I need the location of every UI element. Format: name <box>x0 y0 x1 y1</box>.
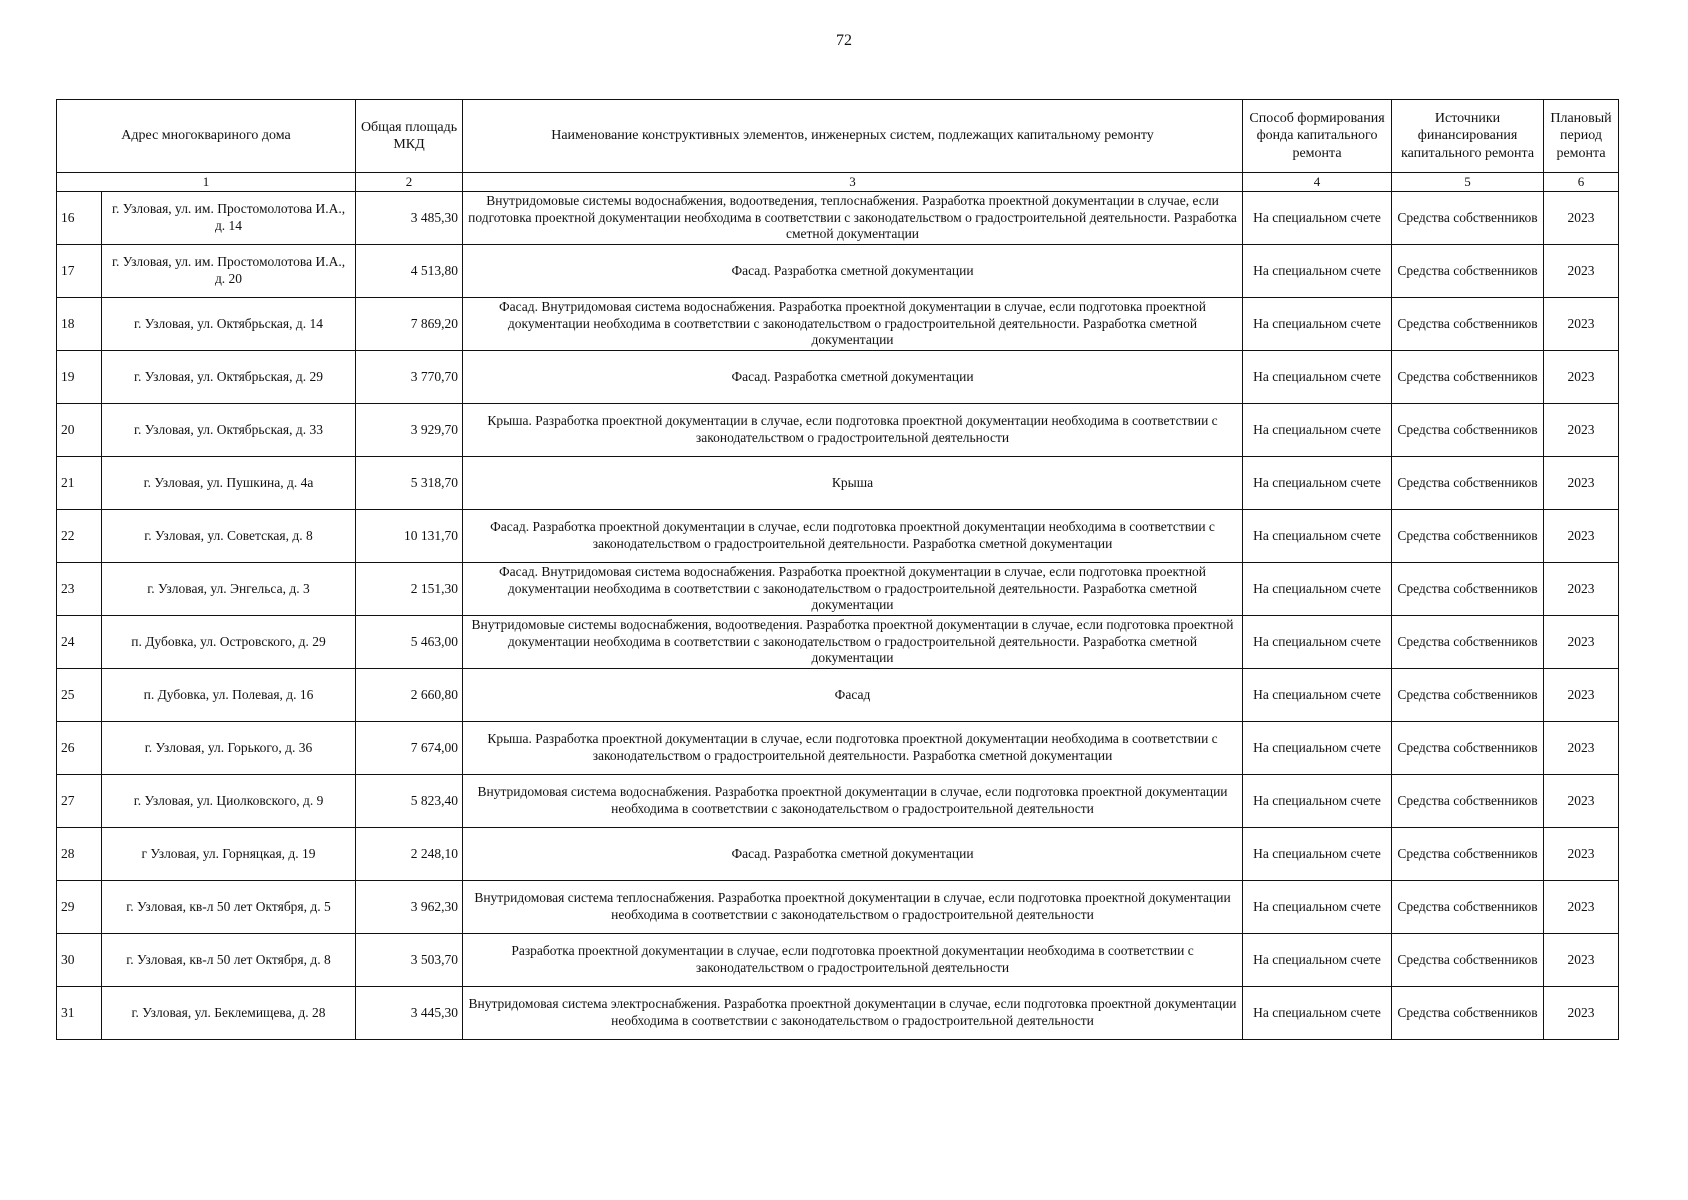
repair-works: Крыша. Разработка проектной документации в случае, если подготовка проектной документации необходима в соответствии с законодательством о градостроительной деятельности. Разработка сметной документации <box>463 722 1243 775</box>
row-number: 27 <box>57 775 102 828</box>
fund-method: На специальном счете <box>1243 563 1392 616</box>
capital-repair-table <box>56 99 1619 1040</box>
row-number: 30 <box>57 934 102 987</box>
total-area: 3 445,30 <box>356 987 463 1040</box>
table-row <box>57 669 1619 722</box>
total-area: 2 660,80 <box>356 669 463 722</box>
table-row <box>57 404 1619 457</box>
header-area: Общая площадь МКД <box>356 100 463 173</box>
header-address: Адрес многоквариного дома <box>57 100 356 173</box>
fund-method: На специальном счете <box>1243 987 1392 1040</box>
fund-method: На специальном счете <box>1243 192 1392 245</box>
row-number: 16 <box>57 192 102 245</box>
funding-source: Средства собственников <box>1392 669 1544 722</box>
row-number: 29 <box>57 881 102 934</box>
funding-source: Средства собственников <box>1392 404 1544 457</box>
funding-source: Средства собственников <box>1392 775 1544 828</box>
fund-method: На специальном счете <box>1243 245 1392 298</box>
funding-source: Средства собственников <box>1392 192 1544 245</box>
total-area: 2 248,10 <box>356 828 463 881</box>
row-number: 24 <box>57 616 102 669</box>
table-row <box>57 775 1619 828</box>
repair-works: Фасад. Разработка сметной документации <box>463 245 1243 298</box>
row-number: 21 <box>57 457 102 510</box>
total-area: 3 503,70 <box>356 934 463 987</box>
funding-source: Средства собственников <box>1392 987 1544 1040</box>
planned-year: 2023 <box>1544 510 1619 563</box>
repair-works: Фасад. Разработка сметной документации <box>463 828 1243 881</box>
planned-year: 2023 <box>1544 881 1619 934</box>
fund-method: На специальном счете <box>1243 775 1392 828</box>
total-area: 3 770,70 <box>356 351 463 404</box>
repair-works: Фасад <box>463 669 1243 722</box>
repair-works: Фасад. Внутридомовая система водоснабжения. Разработка проектной документации в случае, если подготовка проектной документации необходима в соответствии с законодательством о градостроительной деятельности. Разработка сметной документации <box>463 298 1243 351</box>
house-address: г. Узловая, ул. им. Простомолотова И.А., д. 20 <box>102 245 356 298</box>
total-area: 10 131,70 <box>356 510 463 563</box>
repair-works: Фасад. Внутридомовая система водоснабжения. Разработка проектной документации в случае, если подготовка проектной документации необходима в соответствии с законодательством о градостроительной деятельности. Разработка сметной документации <box>463 563 1243 616</box>
table-row <box>57 457 1619 510</box>
fund-method: На специальном счете <box>1243 510 1392 563</box>
row-number: 18 <box>57 298 102 351</box>
total-area: 3 962,30 <box>356 881 463 934</box>
row-number: 25 <box>57 669 102 722</box>
fund-method: На специальном счете <box>1243 298 1392 351</box>
row-number: 26 <box>57 722 102 775</box>
column-number-row <box>57 173 1619 192</box>
house-address: г. Узловая, ул. Энгельса, д. 3 <box>102 563 356 616</box>
planned-year: 2023 <box>1544 298 1619 351</box>
column-number: 4 <box>1243 173 1392 192</box>
funding-source: Средства собственников <box>1392 616 1544 669</box>
header-row <box>57 100 1619 173</box>
table-row <box>57 298 1619 351</box>
funding-source: Средства собственников <box>1392 563 1544 616</box>
house-address: г Узловая, ул. Горняцкая, д. 19 <box>102 828 356 881</box>
page-number: 72 <box>836 32 852 49</box>
column-number: 6 <box>1544 173 1619 192</box>
table-row <box>57 351 1619 404</box>
house-address: г. Узловая, ул. им. Простомолотова И.А., д. 14 <box>102 192 356 245</box>
funding-source: Средства собственников <box>1392 298 1544 351</box>
column-number: 5 <box>1392 173 1544 192</box>
funding-source: Средства собственников <box>1392 934 1544 987</box>
table-row <box>57 987 1619 1040</box>
row-number: 19 <box>57 351 102 404</box>
planned-year: 2023 <box>1544 245 1619 298</box>
row-number: 17 <box>57 245 102 298</box>
house-address: г. Узловая, кв-л 50 лет Октября, д. 8 <box>102 934 356 987</box>
funding-source: Средства собственников <box>1392 881 1544 934</box>
planned-year: 2023 <box>1544 457 1619 510</box>
table-row <box>57 510 1619 563</box>
table-row <box>57 616 1619 669</box>
repair-works: Внутридомовая система теплоснабжения. Разработка проектной документации в случае, если подготовка проектной документации необходима в соответствии с законодательством о градостроительной деятельности <box>463 881 1243 934</box>
planned-year: 2023 <box>1544 563 1619 616</box>
planned-year: 2023 <box>1544 404 1619 457</box>
total-area: 7 869,20 <box>356 298 463 351</box>
repair-works: Внутридомовые системы водоснабжения, водоотведения. Разработка проектной документации в случае, если подготовка проектной документации необходима в соответствии с законодательством о градостроительной деятельности. Разработка сметной документации <box>463 616 1243 669</box>
fund-method: На специальном счете <box>1243 669 1392 722</box>
fund-method: На специальном счете <box>1243 404 1392 457</box>
planned-year: 2023 <box>1544 722 1619 775</box>
row-number: 23 <box>57 563 102 616</box>
repair-works: Крыша. Разработка проектной документации в случае, если подготовка проектной документации необходима в соответствии с законодательством о градостроительной деятельности <box>463 404 1243 457</box>
repair-works: Внутридомовые системы водоснабжения, водоотведения, теплоснабжения. Разработка проектной документации в случае, если подготовка проектной документации необходима в соответствии с законодательством о градостроительной деятельности. Разработка сметной документации <box>463 192 1243 245</box>
planned-year: 2023 <box>1544 192 1619 245</box>
house-address: г. Узловая, ул. Советская, д. 8 <box>102 510 356 563</box>
table-row <box>57 192 1619 245</box>
total-area: 7 674,00 <box>356 722 463 775</box>
planned-year: 2023 <box>1544 934 1619 987</box>
table-row <box>57 934 1619 987</box>
planned-year: 2023 <box>1544 828 1619 881</box>
row-number: 20 <box>57 404 102 457</box>
row-number: 28 <box>57 828 102 881</box>
planned-year: 2023 <box>1544 616 1619 669</box>
total-area: 2 151,30 <box>356 563 463 616</box>
funding-source: Средства собственников <box>1392 457 1544 510</box>
total-area: 3 485,30 <box>356 192 463 245</box>
house-address: п. Дубовка, ул. Полевая, д. 16 <box>102 669 356 722</box>
repair-works: Разработка проектной документации в случае, если подготовка проектной документации необходима в соответствии с законодательством о градостроительной деятельности <box>463 934 1243 987</box>
funding-source: Средства собственников <box>1392 351 1544 404</box>
funding-source: Средства собственников <box>1392 828 1544 881</box>
fund-method: На специальном счете <box>1243 881 1392 934</box>
repair-works: Фасад. Разработка сметной документации <box>463 351 1243 404</box>
planned-year: 2023 <box>1544 987 1619 1040</box>
total-area: 5 823,40 <box>356 775 463 828</box>
fund-method: На специальном счете <box>1243 616 1392 669</box>
house-address: п. Дубовка, ул. Островского, д. 29 <box>102 616 356 669</box>
repair-works: Крыша <box>463 457 1243 510</box>
funding-source: Средства собственников <box>1392 722 1544 775</box>
house-address: г. Узловая, ул. Октябрьская, д. 14 <box>102 298 356 351</box>
table-body <box>57 192 1619 1040</box>
table-row <box>57 245 1619 298</box>
total-area: 4 513,80 <box>356 245 463 298</box>
header-method: Способ формирования фонда капитального ремонта <box>1243 100 1392 173</box>
repair-works: Внутридомовая система водоснабжения. Разработка проектной документации в случае, если подготовка проектной документации необходима в соответствии с законодательством о градостроительной деятельности <box>463 775 1243 828</box>
header-works: Наименование конструктивных элементов, инженерных систем, подлежащих капитальному ремонту <box>463 100 1243 173</box>
total-area: 5 463,00 <box>356 616 463 669</box>
fund-method: На специальном счете <box>1243 351 1392 404</box>
table-row <box>57 828 1619 881</box>
house-address: г. Узловая, ул. Октябрьская, д. 29 <box>102 351 356 404</box>
table-row <box>57 563 1619 616</box>
column-number: 2 <box>356 173 463 192</box>
house-address: г. Узловая, ул. Пушкина, д. 4а <box>102 457 356 510</box>
funding-source: Средства собственников <box>1392 510 1544 563</box>
table-row <box>57 722 1619 775</box>
repair-works: Фасад. Разработка проектной документации в случае, если подготовка проектной документации необходима в соответствии с законодательством о градостроительной деятельности. Разработка сметной документации <box>463 510 1243 563</box>
row-number: 31 <box>57 987 102 1040</box>
table-row <box>57 881 1619 934</box>
header-source: Источники финансирования капитального ремонта <box>1392 100 1544 173</box>
funding-source: Средства собственников <box>1392 245 1544 298</box>
planned-year: 2023 <box>1544 351 1619 404</box>
house-address: г. Узловая, ул. Горького, д. 36 <box>102 722 356 775</box>
fund-method: На специальном счете <box>1243 722 1392 775</box>
fund-method: На специальном счете <box>1243 934 1392 987</box>
repair-works: Внутридомовая система электроснабжения. Разработка проектной документации в случае, если подготовка проектной документации необходима в соответствии с законодательством о градостроительной деятельности <box>463 987 1243 1040</box>
row-number: 22 <box>57 510 102 563</box>
house-address: г. Узловая, ул. Беклемищева, д. 28 <box>102 987 356 1040</box>
column-number: 3 <box>463 173 1243 192</box>
fund-method: На специальном счете <box>1243 457 1392 510</box>
planned-year: 2023 <box>1544 775 1619 828</box>
house-address: г. Узловая, ул. Циолковского, д. 9 <box>102 775 356 828</box>
house-address: г. Узловая, ул. Октябрьская, д. 33 <box>102 404 356 457</box>
planned-year: 2023 <box>1544 669 1619 722</box>
fund-method: На специальном счете <box>1243 828 1392 881</box>
column-number: 1 <box>57 173 356 192</box>
header-period: Плановый период ремонта <box>1544 100 1619 173</box>
total-area: 5 318,70 <box>356 457 463 510</box>
total-area: 3 929,70 <box>356 404 463 457</box>
house-address: г. Узловая, кв-л 50 лет Октября, д. 5 <box>102 881 356 934</box>
